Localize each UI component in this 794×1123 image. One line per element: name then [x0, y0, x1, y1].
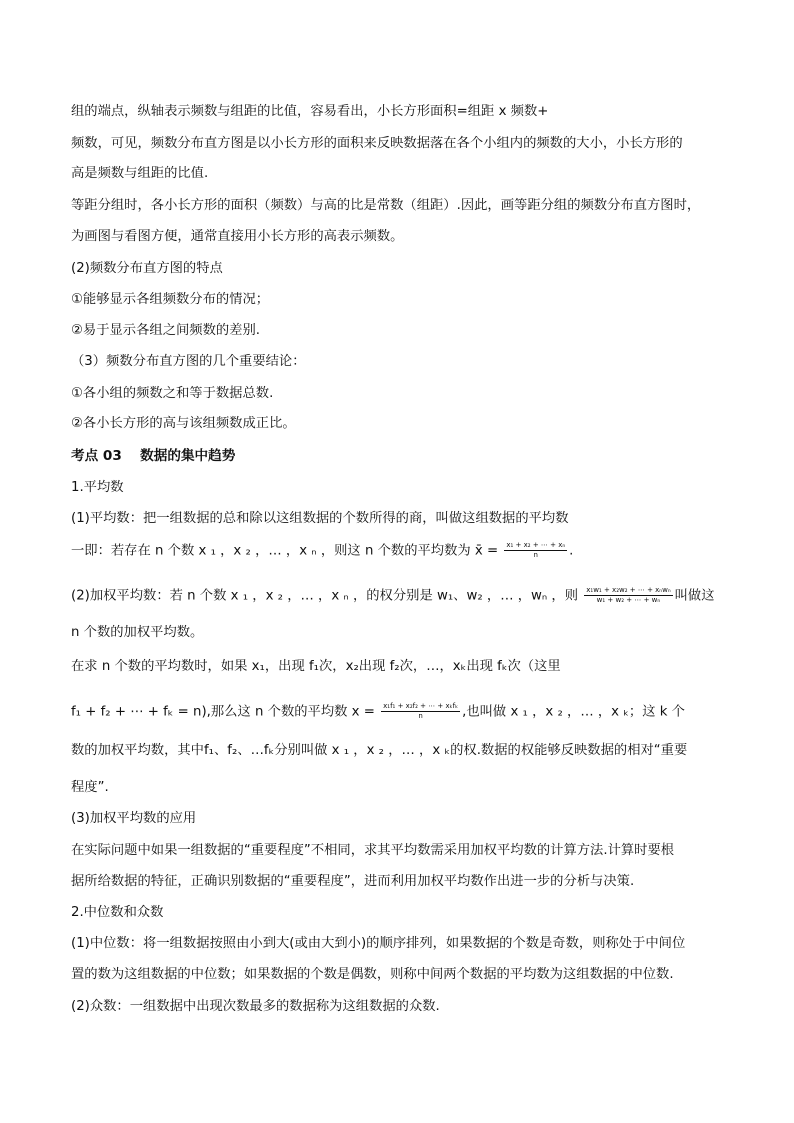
paragraph-line: 为画图与看图方便，通常直接用小长方形的高表示频数。: [71, 229, 404, 244]
frequency-mean-denominator: n: [418, 712, 423, 720]
paragraph-line: 等距分组时，各小长方形的面积（频数）与高的比是常数（组距）.因此，画等距分组的频数分布直方图时，: [71, 198, 701, 213]
mean-formula-end: .: [569, 543, 574, 559]
paragraph-line: 在求 n 个数的平均数时，如果 x₁，出现 f₁次，x₂出现 f₂次，…，xₖ出现 fₖ次（这里: [71, 659, 561, 674]
paragraph-line: 高是频数与组距的比值.: [71, 166, 209, 181]
frequency-mean-text: f₁ + f₂ + ⋯ + fₖ = n),那么这 n 个数的平均数 x =: [71, 704, 375, 720]
paragraph-line: (3)加权平均数的应用: [71, 811, 197, 826]
paragraph-line: 2.中位数和众数: [71, 905, 164, 920]
paragraph-line: ①各小组的频数之和等于数据总数.: [71, 386, 274, 401]
paragraph-line: (2)频数分布直方图的特点: [71, 261, 223, 276]
section-heading: 考点 03 数据的集中趋势: [71, 448, 236, 464]
weighted-mean-denominator: w₁ + w₂ + ⋯ + wₙ: [596, 596, 661, 604]
paragraph-line: ①能够显示各组频数分布的情况；: [71, 292, 270, 307]
weighted-mean-end: 叫做这: [674, 588, 715, 604]
mean-fraction-numerator: x₁ + x₂ + ⋯ + xₙ: [506, 541, 566, 549]
mean-fraction: [504, 541, 567, 560]
paragraph-line: 1.平均数: [71, 480, 124, 495]
frequency-mean-numerator: x₁f₁ + x₂f₂ + ⋯ + xₖfₖ: [383, 702, 459, 710]
paragraph-line: ②易于显示各组之间频数的差别.: [71, 323, 261, 338]
paragraph-line: 置的数为这组数据的中位数；如果数据的个数是偶数，则称中间两个数据的平均数为这组数据的中位数.: [71, 967, 674, 982]
paragraph-line: ②各小长方形的高与该组频数成正比。: [71, 416, 296, 431]
mean-formula-line: [71, 541, 728, 562]
paragraph-line: 频数，可见，频数分布直方图是以小长方形的面积来反映数据落在各个小组内的频数的大小，小长方形的: [71, 136, 683, 151]
paragraph-line: n 个数的加权平均数。: [71, 625, 204, 640]
paragraph-line: 数的加权平均数，其中f₁、f₂、…fₖ分别叫做 x ₁ ，x ₂ ，… ，x ₖ的权.数据的权能够反映数据的相对“重要: [71, 743, 688, 758]
mean-formula-text: 一即：若存在 n 个数 x ₁ ，x ₂ ，… ，x ₙ ，则这 n 个数的平均数为 x̄ =: [71, 543, 499, 559]
paragraph-line: (2)众数：一组数据中出现次数最多的数据称为这组数据的众数.: [71, 999, 440, 1014]
paragraph-line: 组的端点，纵轴表示频数与组距的比值，容易看出，小长方形面积=组距 x 频数+: [71, 104, 549, 119]
paragraph-line: （3）频数分布直方图的几个重要结论：: [71, 354, 306, 369]
paragraph-line: 据所给数据的特征，正确识别数据的“重要程度”，进而利用加权平均数作出进一步的分析与决策.: [71, 874, 635, 889]
paragraph-line: 在实际问题中如果一组数据的“重要程度”不相同，求其平均数需采用加权平均数的计算方法.计算时要根: [71, 843, 675, 858]
frequency-mean-line: [71, 702, 728, 723]
frequency-mean-fraction: [381, 702, 460, 721]
frequency-mean-end: ,也叫做 x ₁ ，x ₂ ，… ，x ₖ；这 k 个: [462, 704, 685, 720]
weighted-mean-line: [71, 586, 728, 607]
weighted-mean-fraction: [584, 586, 672, 605]
mean-fraction-denominator: n: [533, 551, 538, 559]
weighted-mean-text: (2)加权平均数：若 n 个数 x ₁ ，x ₂ ，… ，x ₙ ，的权分别是 w₁、w₂ ，… ，wₙ ，则: [71, 588, 579, 604]
paragraph-line: (1)中位数：将一组数据按照由小到大(或由大到小)的顺序排列，如果数据的个数是奇数，则称处于中间位: [71, 936, 686, 951]
paragraph-line: 程度”.: [71, 780, 109, 795]
paragraph-line: (1)平均数：把一组数据的总和除以这组数据的个数所得的商，叫做这组数据的平均数: [71, 511, 569, 526]
weighted-mean-numerator: x₁w₁ + x₂w₂ + ⋯ + xₙwₙ: [586, 586, 671, 594]
